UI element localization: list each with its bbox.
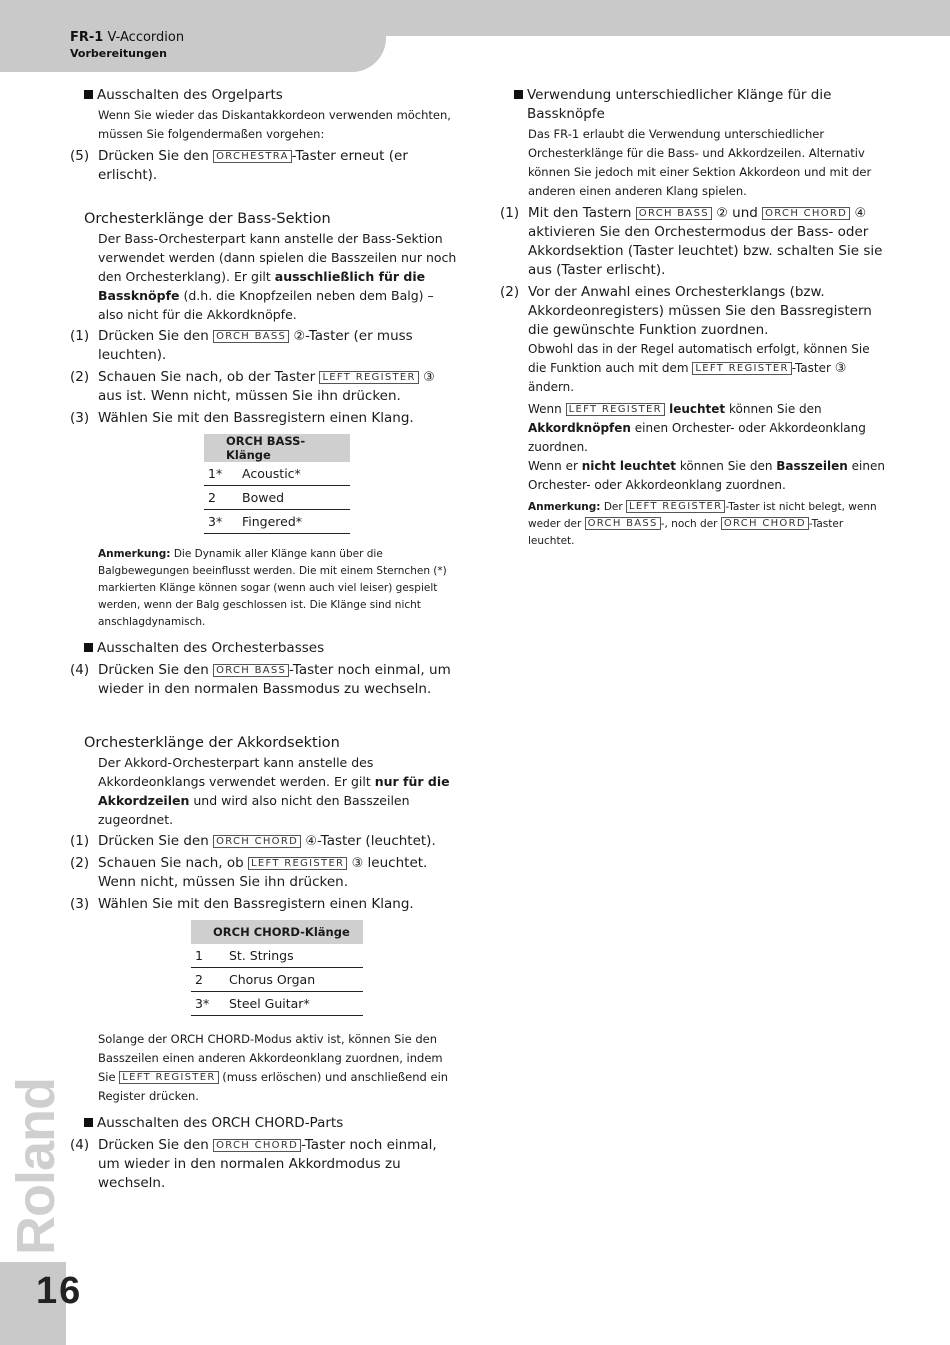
key-orch-bass: ORCH BASS (636, 207, 712, 220)
step-bass-off-4: (4) Drücken Sie den ORCH BASS -Taster noch einmal, um wieder in den normalen Bassmodus zu wechseln. (70, 662, 451, 697)
key-left-register: LEFT REGISTER (319, 371, 418, 384)
heading-chord-section: Orchesterklänge der Akkordsektion (84, 735, 340, 751)
step-bass-3: (3) Wählen Sie mit den Bassregistern einen Klang. (70, 410, 414, 426)
left-column (70, 86, 462, 1193)
step-bass-2: (2) Schauen Sie nach, ob der Taster LEFT REGISTER ③ aus ist. Wenn nicht, müssen Sie ihn drücken. (70, 369, 435, 404)
organ-off-text: Wenn Sie wieder das Diskantakkordeon verwenden möchten, müssen Sie folgendermaßen vorgehen: (98, 108, 451, 141)
right-column (500, 86, 888, 550)
orch-bass-table-header: ORCH BASS-Klänge (204, 434, 350, 462)
step-chord-1: (1) Drücken Sie den ORCH CHORD ④-Taster (leuchtet). (70, 833, 436, 849)
step-chord-3: (3) Wählen Sie mit den Bassregistern einen Klang. (70, 896, 414, 912)
key-left-register: LEFT REGISTER (119, 1071, 218, 1084)
key-left-register: LEFT REGISTER (692, 362, 791, 375)
key-orch-chord: ORCH CHORD (721, 517, 809, 530)
page-number: 16 (36, 1270, 83, 1312)
step-bass-1: (1) Drücken Sie den ORCH BASS ②-Taster (er muss leuchten). (70, 328, 413, 363)
heading-organ-off: Ausschalten des Orgelparts (84, 86, 462, 105)
square-bullet-icon (84, 1118, 93, 1127)
step-chord-off-4: (4) Drücken Sie den ORCH CHORD -Taster noch einmal, um wieder in den normalen Akkordmodus zu wechseln. (70, 1137, 437, 1191)
heading-bass-section: Orchesterklänge der Bass-Sektion (84, 211, 331, 227)
orch-bass-table (204, 434, 350, 534)
header-title: FR-1 V-Accordion (70, 30, 185, 45)
heading-chord-off: Ausschalten des ORCH CHORD-Parts (84, 1114, 462, 1133)
key-orch-bass: ORCH BASS (213, 330, 289, 343)
square-bullet-icon (84, 643, 93, 652)
bass-intro: Der Bass-Orchesterpart kann anstelle der Bass-Sektion verwendet werden (dann spielen die Basszeilen nur noch den Orchesterklang). Er gilt ausschließlich für die Bassknöpfe (d.h. die Knopfzeilen neben dem Balg) – also nicht für die Akkordknöpfe. (98, 231, 457, 322)
table-row: 3* Fingered* (204, 510, 350, 534)
key-orch-chord: ORCH CHORD (213, 835, 301, 848)
roland-logo: Roland (6, 1078, 66, 1255)
key-orch-chord: ORCH CHORD (213, 1139, 301, 1152)
key-orch-bass: ORCH BASS (585, 517, 661, 530)
heading-bass-off: Ausschalten des Orchesterbasses (84, 639, 462, 658)
step-right-2: (2) Vor der Anwahl eines Orchesterklangs (bzw. Akkordeonregisters) müssen Sie den Bassregistern die gewünschte Funktion zuordnen. Obwohl das in der Regel automatisch erfolgt, können Sie die Funktion auch mit dem LEFT REGISTER -Taster ③ ändern. Wenn LEFT REGISTER leuchtet können Sie den Akkordknöpfen einen Orchester- oder Akkordeonklang zuordnen. Wenn er nicht leuchtet können Sie den Basszeilen einen Orchester- oder Akkordeonklang zuordnen. Anmerkung: Der LEFT REGISTER -Taster ist nicht belegt, wenn weder der ORCH BASS -, noch der ORCH CHORD -Taster leuchtet. (500, 284, 885, 547)
header-section: Vorbereitungen (70, 47, 167, 60)
square-bullet-icon (514, 90, 523, 99)
table-row: 2 Bowed (204, 486, 350, 510)
orch-chord-table (191, 920, 363, 1016)
key-orch-bass: ORCH BASS (213, 664, 289, 677)
table-row: 2 Chorus Organ (191, 968, 363, 992)
heading-different-sounds: Verwendung unterschiedlicher Klänge für die Bassknöpfe (514, 86, 888, 124)
key-left-register: LEFT REGISTER (626, 500, 725, 513)
step-chord-2: (2) Schauen Sie nach, ob LEFT REGISTER ③ leuchtet. Wenn nicht, müssen Sie ihn drücken. (70, 855, 428, 890)
header-tab (0, 0, 386, 72)
key-orch-chord: ORCH CHORD (762, 207, 850, 220)
key-orchestra: ORCHESTRA (213, 150, 292, 163)
step-right-1: (1) Mit den Tastern ORCH BASS ② und ORCH CHORD ④ aktivieren Sie den Orchestermodus der Bass- oder Akkordsektion (Taster leuchtet) bzw. schalten Sie sie aus (Taster erlischt). (500, 205, 883, 278)
table-row: 3* Steel Guitar* (191, 992, 363, 1016)
square-bullet-icon (84, 90, 93, 99)
orch-chord-table-header: ORCH CHORD-Klänge (191, 920, 363, 944)
table-row: 1 St. Strings (191, 944, 363, 968)
chord-after-text: Solange der ORCH CHORD-Modus aktiv ist, können Sie den Basszeilen einen anderen Akkordeonklang zuordnen, indem Sie LEFT REGISTER (muss erlöschen) und anschließend ein Register drücken. (98, 1032, 449, 1103)
step-organ-5: (5) Drücken Sie den ORCHESTRA -Taster erneut (er erlischt). (70, 148, 408, 183)
key-left-register: LEFT REGISTER (566, 403, 665, 416)
table-row: 1* Acoustic* (204, 462, 350, 486)
key-left-register: LEFT REGISTER (248, 857, 347, 870)
bass-note: Anmerkung: Die Dynamik aller Klänge kann über die Balgbewegungen beeinflusst werden. Die mit einem Sternchen (*) markierten Klänge können sogar (wenn auch viel leiser) gespielt werden, wenn der Balg geschlossen ist. Die Klänge sind nicht anschlagdynamisch. (98, 548, 447, 628)
right-intro: Das FR-1 erlaubt die Verwendung unterschiedlicher Orchesterklänge für die Bass- und Akkordzeilen. Alternativ können Sie jedoch mit einer Sektion Akkordeon und mit der anderen einen anderen Klang spielen. (528, 127, 872, 198)
chord-intro: Der Akkord-Orchesterpart kann anstelle des Akkordeonklangs verwendet werden. Er gilt nur für die Akkordzeilen und wird also nicht den Basszeilen zugeordnet. (98, 755, 450, 827)
